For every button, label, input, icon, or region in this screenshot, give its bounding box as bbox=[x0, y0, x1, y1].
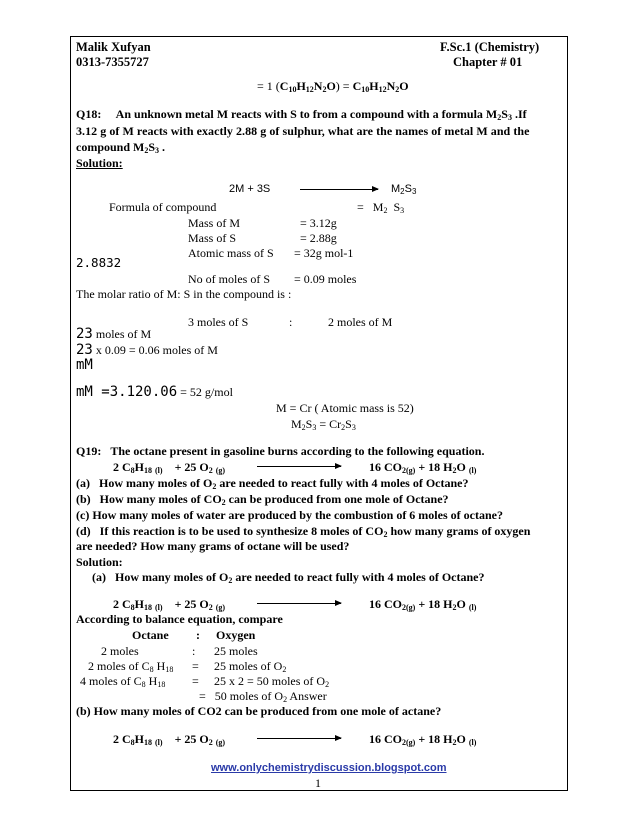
page-border-right bbox=[567, 36, 568, 791]
header-chapter: Chapter # 01 bbox=[453, 55, 523, 69]
q19-part-d-line-2: are needed? How many grams of octane will be used? bbox=[76, 539, 350, 553]
header-course: F.Sc.1 (Chemistry) bbox=[440, 40, 540, 54]
q19-equation-right-2: 16 $CO_{2(g)} + 18$ $H_2O$ $_{(l)}$ bbox=[369, 597, 477, 612]
q19-solution-a: (a) How many moles of $O_2$ are needed to react fully with 4 moles of Octane? bbox=[92, 570, 485, 585]
q18-formula-value: = $M_2$ $S_3$ bbox=[357, 200, 405, 215]
q18-stray-line-3: 23 x 0.09 = 0.06 moles of M bbox=[76, 342, 218, 358]
q18-line-3: compound $M_2S_3$ . bbox=[76, 140, 166, 155]
q19-equation-right-3: 16 $CO_{2(g)} + 18$ $H_2O$ $_{(l)}$ bbox=[369, 732, 477, 747]
q19-row2-right: 25 moles of $O_2$ bbox=[214, 659, 287, 674]
q19-col-colon: : bbox=[196, 628, 200, 642]
q18-equation-left: 2M + 3S bbox=[229, 183, 271, 195]
q18-ratio-left: 3 moles of S bbox=[188, 315, 249, 329]
q18-mass-s-value: = 2.88g bbox=[300, 231, 337, 245]
q18-ratio-text: The molar ratio of M: S in the compound is : bbox=[76, 287, 292, 301]
page-border-top bbox=[70, 36, 568, 37]
q19-reaction-arrow-3 bbox=[257, 738, 341, 739]
q19-equation-right: 16 $CO_{2(g)} + 18$ $H_2O$ $_{(l)}$ bbox=[369, 460, 477, 475]
q18-mass-m-value: = 3.12g bbox=[300, 216, 337, 230]
footer-page-number: 1 bbox=[315, 776, 321, 790]
q19-compare-label: According to balance equation, compare bbox=[76, 612, 283, 626]
q19-part-a: (a) How many moles of $O_2$ are needed to react fully with 4 moles of Octane? bbox=[76, 476, 469, 491]
q19-equation-left-2: 2 $C_8H_{18}$ $_{(l)}$ + 25 $O_2$ $_{(g)}$ bbox=[113, 597, 226, 612]
q18-stray-fraction-1: 2.8832 bbox=[76, 255, 122, 270]
q18-moles-s-value: = 0.09 moles bbox=[294, 272, 357, 286]
q19-reaction-arrow-1 bbox=[257, 466, 341, 467]
q18-ratio-right: 2 moles of M bbox=[328, 315, 393, 329]
q18-result-1: M = Cr ( Atomic mass is 52) bbox=[276, 401, 414, 415]
q18-solution-label: Solution: bbox=[76, 156, 123, 170]
q19-equation-left: 2 $C_8H_{18}$ $_{(l)}$ + 25 $O_2$ $_{(g)}$ bbox=[113, 460, 226, 475]
q19-row3-left: 4 moles of $C_8$ $H_{18}$ bbox=[80, 674, 166, 689]
q18-equation-right: $M_2S_3$ bbox=[391, 183, 417, 196]
q19-reaction-arrow-2 bbox=[257, 603, 341, 604]
q18-atomic-s-label: Atomic mass of S bbox=[188, 246, 274, 260]
q19-row1-left: 2 moles bbox=[101, 644, 139, 658]
q18-atomic-s-value: = 32g mol-1 bbox=[294, 246, 354, 260]
page-border-bottom bbox=[70, 790, 568, 791]
q18-formula-label: Formula of compound bbox=[109, 200, 217, 214]
q18-line-2: 3.12 g of M reacts with exactly 2.88 g of sulphur, what are the names of metal M and the bbox=[76, 124, 530, 138]
q19-part-b: (b) How many moles of $CO_2$ can be produced from one mole of Octane? bbox=[76, 492, 449, 507]
q18-stray-line-2: 23 moles of M bbox=[76, 326, 152, 342]
q18-result-2: $M_2S_3 = Cr_2S_3$ bbox=[291, 417, 356, 432]
q18-mass-m-label: Mass of M bbox=[188, 216, 241, 230]
q18-ratio-colon: : bbox=[289, 315, 293, 329]
q18-mass-s-label: Mass of S bbox=[188, 231, 237, 245]
q19-row2-left: 2 moles of $C_8$ $H_{18}$ bbox=[88, 659, 174, 674]
header-phone: 0313-7355727 bbox=[76, 55, 149, 69]
q19-row3-right: 25 x 2 = 50 moles of $O_2$ bbox=[214, 674, 330, 689]
page-border-left bbox=[70, 36, 71, 791]
q19-row1-right: 25 moles bbox=[214, 644, 258, 658]
top-formula-line: = 1 $(C_{10}H_{12}N_2O) = C_{10}H_{12}N_2O$ bbox=[257, 79, 409, 94]
q19-row1-mid: : bbox=[192, 644, 196, 658]
q19-col-octane: Octane bbox=[132, 628, 169, 642]
q19-row2-mid: = bbox=[192, 659, 199, 673]
q19-row4: = 50 moles of $O_2$ Answer bbox=[199, 689, 327, 704]
q19-row3-mid: = bbox=[192, 674, 199, 688]
q18-line-1: Q18: An unknown metal M reacts with S to from a compound with a formula $M_2S_3$ .If bbox=[76, 107, 527, 122]
q18-moles-s-label: No of moles of S bbox=[188, 272, 270, 286]
footer-website-link[interactable]: www.onlychemistrydiscussion.blogspot.com bbox=[211, 762, 447, 774]
q18-reaction-arrow bbox=[300, 189, 378, 190]
q19-solution-label: Solution: bbox=[76, 555, 123, 569]
q19-solution-b: (b) How many moles of CO2 can be produced from one mole of actane? bbox=[76, 704, 442, 718]
header-author: Malik Xufyan bbox=[76, 40, 151, 54]
q18-stray-line-4: mM bbox=[76, 357, 93, 373]
q19-question: Q19: The octane present in gasoline burns according to the following equation. bbox=[76, 444, 485, 458]
q19-col-oxygen: Oxygen bbox=[216, 628, 256, 642]
q19-part-d-line-1: (d) If this reaction is to be used to synthesize 8 moles of $CO_2$ how many grams of oxygen bbox=[76, 524, 531, 539]
q19-part-c: (c) How many moles of water are produced by the combustion of 6 moles of octane? bbox=[76, 508, 503, 522]
q19-equation-left-3: 2 $C_8H_{18}$ $_{(l)}$ + 25 $O_2$ $_{(g)}$ bbox=[113, 732, 226, 747]
q18-stray-line-5: mM =3.120.06 = 52 g/mol bbox=[76, 384, 233, 400]
